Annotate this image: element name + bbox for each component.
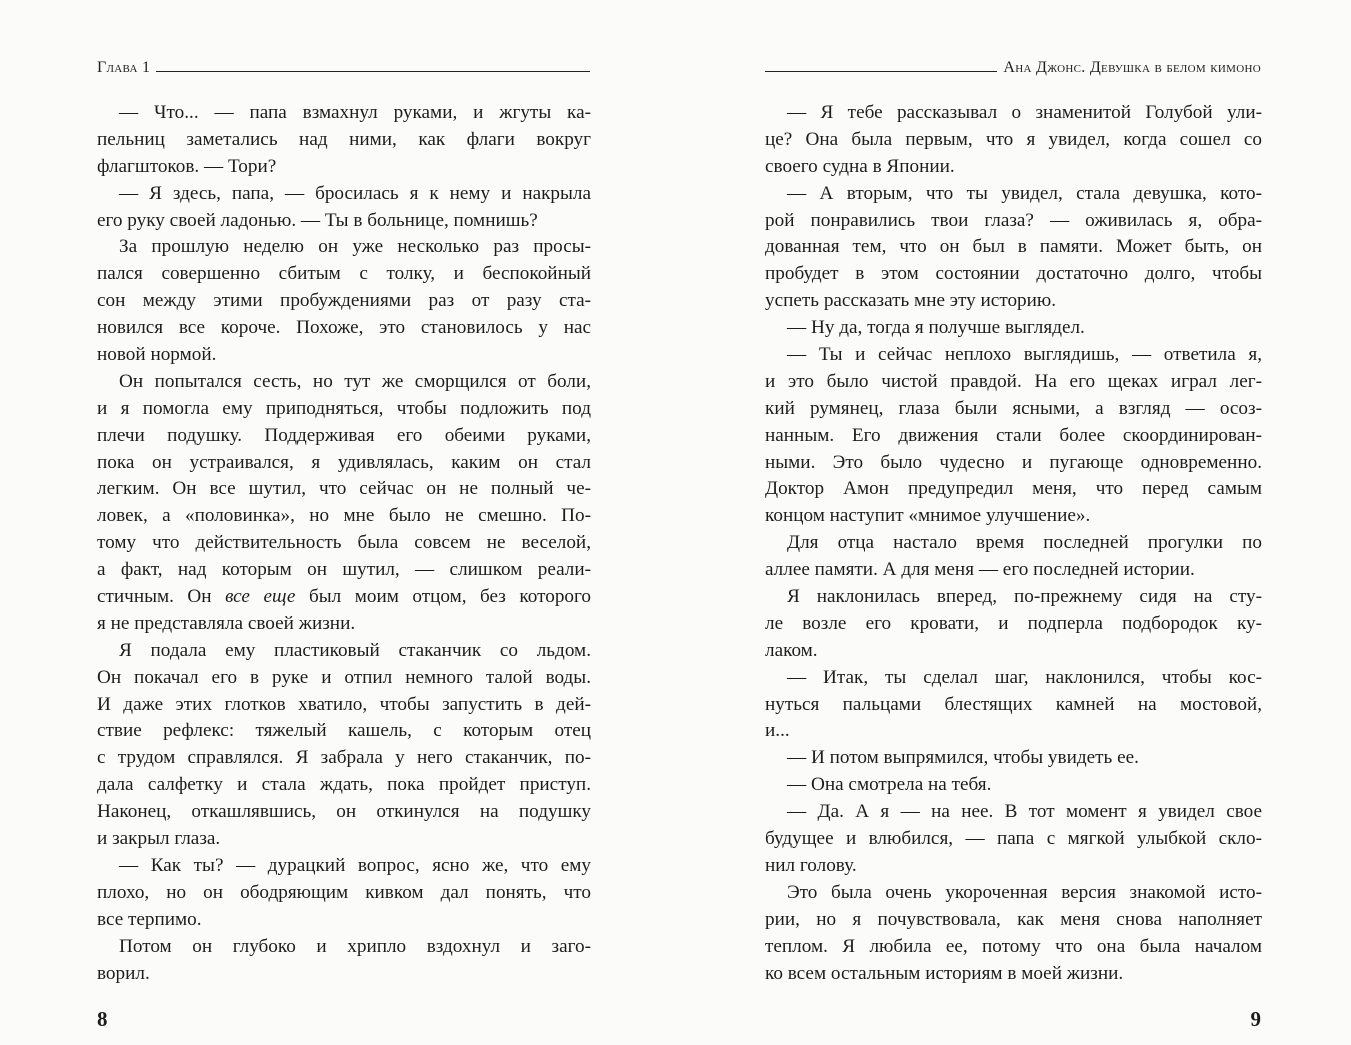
text-line: новился все короче. Похоже, это становилось у нас [97,317,591,339]
text-line: Я наклонилась вперед, по-прежнему сидя на сту- [787,586,1262,608]
text-line: флагштоков. — Тори? [97,155,277,177]
text-line: це? Она была первым, что я увидел, когда сошел со [765,128,1262,150]
header-rule [156,71,590,72]
text-line: нуться пальцами блестящих камней на мостовой, [765,693,1262,715]
paragraph [765,799,1262,880]
text-line: с трудом справлялся. Я забрала у него стаканчик, по- [97,747,591,769]
text-line: — Ты и сейчас неплохо выглядишь, — ответила я, [787,344,1262,366]
text-line: теплом. Я любила ее, потому что она была началом [765,935,1262,957]
header-rule [765,71,997,72]
paragraph [97,369,591,638]
text-line: Я подала ему пластиковый стаканчик со льдом. [119,639,591,661]
text-line: ными. Это было чудесно и пугающе одновременно. [765,451,1262,473]
text-line: Наконец, откашлявшись, он откинулся на подушку [97,801,591,823]
paragraph [765,342,1262,530]
paragraph [765,745,1262,772]
left-page [0,0,675,1045]
paragraph [765,530,1262,584]
text-line: — Ну да, тогда я получше выглядел. [787,317,1085,339]
text-line: — А вторым, что ты увидел, стала девушка, кото- [787,182,1262,204]
page-number-right: 9 [1250,1007,1261,1031]
text-line: стичным. Он все еще был моим отцом, без которого [97,586,591,608]
paragraph [97,100,591,181]
text-line: — Да. А я — на нее. В тот момент я увидел свое [787,801,1262,823]
text-line: Для отца настало время последней прогулки по [787,532,1262,554]
text-line: — И потом выпрямился, чтобы увидеть ее. [787,747,1139,769]
text-line: Он покачал его в руке и отпил немного талой воды. [97,666,591,688]
paragraph [97,181,591,235]
text-line: будущее и влюбился, — папа с мягкой улыбкой скло- [765,828,1262,850]
paragraph [765,315,1262,342]
paragraph [97,638,591,853]
right-running-head [765,55,1261,77]
text-line: ле возле его кровати, и подперла подбородок ку- [765,612,1262,634]
text-line: концом наступит «мнимое улучшение». [765,505,1091,527]
text-line: — Что... — папа взмахнул руками, и жгуты ка- [119,102,591,123]
text-line: нанным. Его движения стали более скоординирован- [765,424,1262,446]
text-line: И даже этих глотков хватило, чтобы запустить в дей- [97,693,591,715]
paragraph [765,665,1262,746]
paragraph [97,934,591,988]
text-line: лаком. [765,639,818,661]
paragraph [765,181,1262,315]
right-page-text [765,100,1262,987]
text-line: пался совершенно сбитым с толку, и беспокойный [97,263,591,285]
text-line: ствие рефлекс: тяжелый кашель, с которым отец [97,720,591,742]
text-line: Это была очень укороченная версия знакомой исто- [787,881,1262,903]
text-line: рии, но я почувствовала, как меня снова наполняет [765,908,1262,930]
text-line: и... [765,720,790,742]
left-running-head [97,55,590,77]
text-line: дованная тем, что он был в памяти. Может быть, он [765,236,1262,258]
text-line: Он попытался сесть, но тут же сморщился от боли, [119,370,591,392]
text-line: все терпимо. [97,908,202,930]
text-line: а факт, над которым он шутил, — слишком реали- [97,559,591,581]
text-line: — Я здесь, папа, — бросилась я к нему и накрыла [119,182,591,204]
text-line: и закрыл глаза. [97,828,221,850]
text-line: кий румянец, глаза были ясными, а взгляд — осоз- [765,397,1262,419]
page-number-left: 8 [97,1007,108,1031]
chapter-title: Глава 1 [97,59,151,76]
text-line: пробудет в этом состоянии достаточно долго, чтобы [765,263,1262,285]
paragraph [765,584,1262,665]
text-line: За прошлую неделю он уже несколько раз просы- [119,236,591,258]
text-line: — Я тебе рассказывал о знаменитой Голубой ули- [787,102,1262,123]
text-line: новой нормой. [97,344,217,366]
paragraph [765,100,1262,181]
paragraph [765,772,1262,799]
text-line: ворил. [97,962,150,984]
paragraph [97,853,591,934]
text-line: сон между этими пробуждениями раз от разу ста- [97,290,591,312]
text-line: ко всем остальным историям в моей жизни. [765,962,1124,984]
text-line: плечи подушку. Поддерживая его обеими руками, [97,424,591,446]
text-line: легким. Он все шутил, что сейчас он не полный че- [97,478,591,500]
text-line: — Как ты? — дурацкий вопрос, ясно же, что ему [119,854,591,876]
text-line: успеть рассказать мне эту историю. [765,290,1057,312]
text-line: своего судна в Японии. [765,155,955,177]
text-line: я не представляла своей жизни. [97,612,356,634]
paragraph [97,234,591,368]
text-line: его руку своей ладонью. — Ты в больнице, помнишь? [97,209,538,231]
text-line: рой понравились твои глаза? — оживилась я, обра- [765,209,1262,231]
text-line: и это было чистой правдой. На его щеках играл лег- [765,370,1262,392]
text-line: и я помогла ему приподняться, чтобы подложить под [97,397,591,419]
text-line: — Итак, ты сделал шаг, наклонился, чтобы кос- [787,666,1262,688]
text-line: аллее памяти. А для меня — его последней истории. [765,559,1195,581]
text-line: ловек, а «половинка», но мне было не смешно. По- [97,505,591,527]
book-title: Ана Джонс. Девушка в белом кимоно [1003,59,1261,76]
text-line: тому что действительность была совсем не веселой, [97,532,591,554]
paragraph [765,880,1262,988]
text-line: нил голову. [765,854,857,876]
text-line: дала салфетку и стала ждать, пока пройдет приступ. [97,774,591,796]
text-line: Доктор Амон предупредил меня, что перед самым [765,478,1262,500]
text-line: пельниц заметались над ними, как флаги вокруг [97,128,591,150]
text-line: — Она смотрела на тебя. [787,774,992,796]
text-line: Потом он глубоко и хрипло вздохнул и заго- [119,935,591,957]
text-line: плохо, но он ободряющим кивком дал понять, что [97,881,591,903]
text-line: пока он устраивался, я удивлялась, каким он стал [97,451,591,473]
right-page [675,0,1351,1045]
left-page-text [97,100,591,987]
